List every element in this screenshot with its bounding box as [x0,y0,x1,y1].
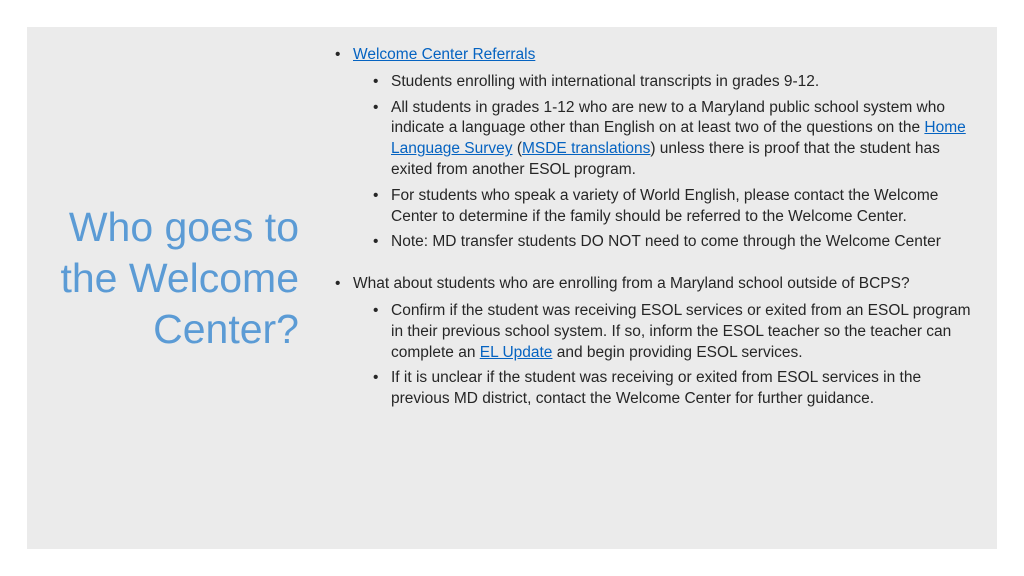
slide-content [333,45,973,415]
list-item [353,186,973,228]
home-language-survey-link[interactable]: Home Language Survey [391,119,966,158]
list-item [353,301,973,363]
bullet-text: ) unless there is proof that the student has exited from another ESOL program. [391,140,940,178]
msde-translations-link[interactable]: MSDE translations [521,140,651,158]
slide [27,27,997,549]
transfer-sub-list [353,301,973,410]
list-item [353,232,973,253]
list-item [353,98,973,181]
list-item [353,368,973,410]
bullet-text: If it is unclear if the student was receiving or exited from ESOL services in the previous MD district, contact the Welcome Center for further guidance. [391,369,922,408]
bullet-list [333,45,973,410]
referrals-sub-list [353,72,973,253]
bullet-text: Students enrolling with international transcripts in grades 9-12. [391,72,820,90]
bullet-text: Confirm if the student was receiving ESOL services or exited from an ESOL program in their previous school system. If so, inform the ESOL teacher so the teacher can complete an [391,301,971,361]
el-update-link[interactable]: EL Update [479,343,553,361]
bullet-text: and begin providing ESOL services. [552,343,803,361]
bullet-text: All students in grades 1-12 who are new to a Maryland public school system who indicate a language other than English on at least two of the questions on the [391,98,945,137]
welcome-center-referrals-link[interactable]: Welcome Center Referrals [353,46,536,63]
bullet-text: For students who speak a variety of World English, please contact the Welcome Center to determine if the family should be referred to the Welcome Center. [391,186,939,225]
bullet-text: ( [512,140,522,158]
section-maryland-transfer [333,274,973,410]
section-welcome-center-referrals [333,45,973,253]
bullet-text: Note: MD transfer students DO NOT need to come through the Welcome Center [391,233,941,251]
list-item [353,72,973,93]
slide-title: Who goes to the Welcome Center? [60,204,299,352]
section-heading: What about students who are enrolling from a Maryland school outside of BCPS? [353,275,910,293]
